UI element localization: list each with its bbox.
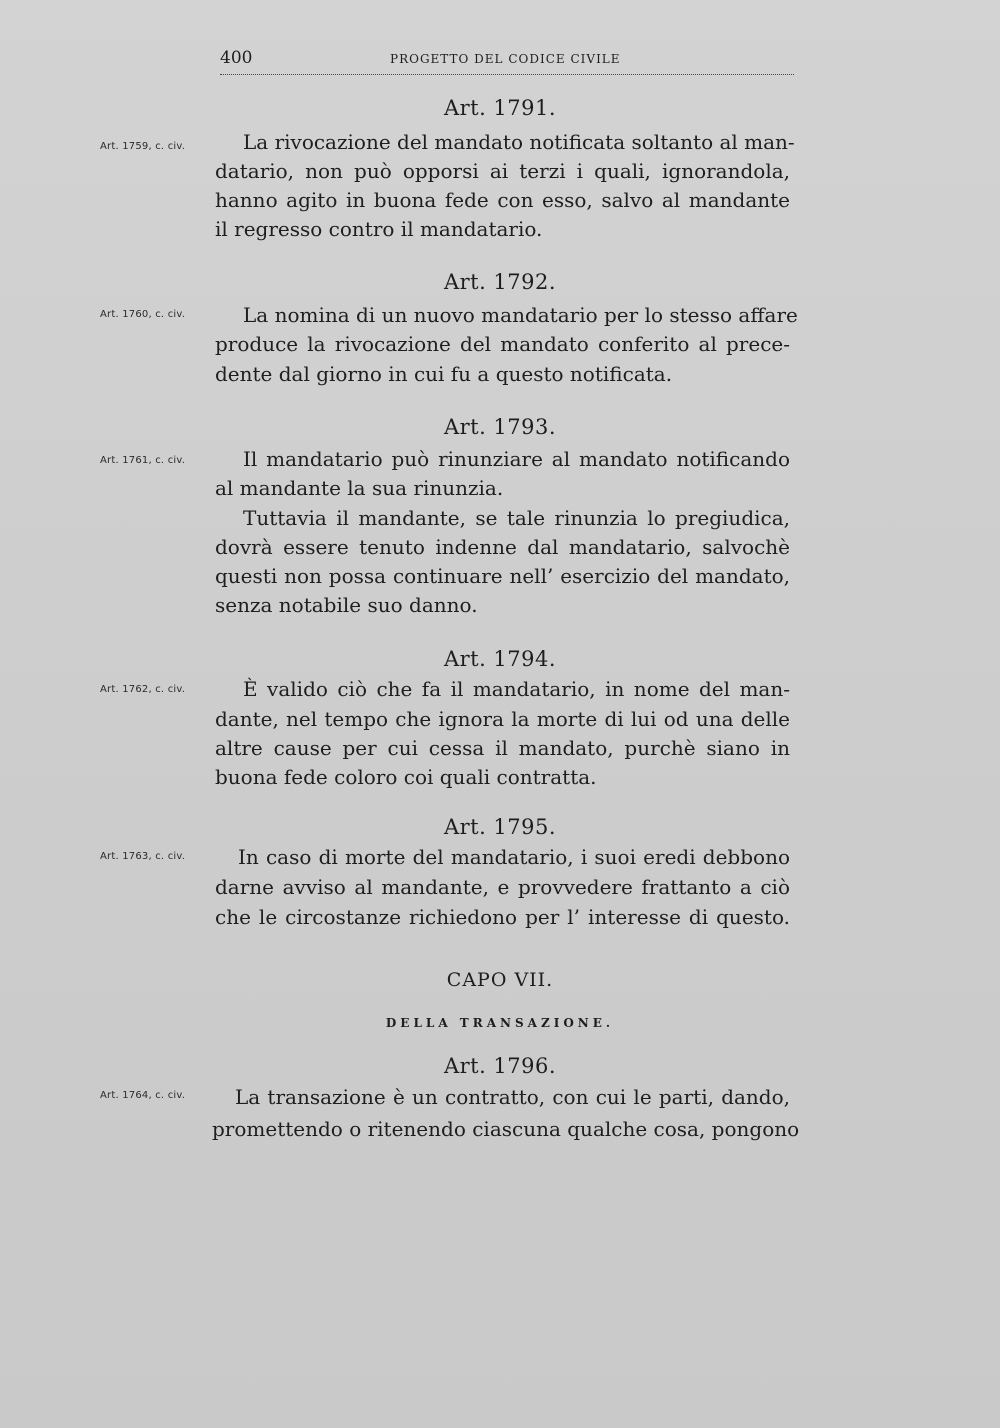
article-text-line: promettendo o ritenendo ciascuna qualche cosa, pongono	[212, 1117, 800, 1141]
article-text-line: dente dal giorno in cui fu a questo notificata.	[215, 362, 673, 386]
cross-reference: Art. 1759, c. civ.	[100, 141, 186, 152]
article-text-line: senza notabile suo danno.	[215, 593, 478, 617]
article-title: Art. 1791.	[443, 96, 557, 120]
article-text-line: dovrà essere tenuto indenne dal mandatario, salvochè	[215, 535, 790, 559]
chapter-title: CAPO VII.	[446, 969, 554, 991]
running-title: PROGETTO DEL CODICE CIVILE	[390, 52, 621, 66]
article-text-line: È valido ciò che fa il mandatario, in nome del man-	[243, 677, 790, 701]
article-text-line: il regresso contro il mandatario.	[215, 217, 543, 241]
article-text-line: dante, nel tempo che ignora la morte di lui od una delle	[215, 707, 790, 731]
article-text-line: darne avviso al mandante, e provvedere frattanto a ciò	[215, 875, 790, 899]
article-title: Art. 1795.	[443, 815, 557, 839]
article-title: Art. 1792.	[443, 270, 557, 294]
chapter-subtitle: DELLA TRANSAZIONE.	[385, 1016, 615, 1030]
cross-reference: Art. 1763, c. civ.	[100, 851, 186, 862]
article-text-line: Il mandatario può rinunziare al mandato notificando	[243, 447, 790, 471]
article-text-line: hanno agito in buona fede con esso, salvo al mandante	[215, 188, 790, 212]
article-text-line: al mandante la sua rinunzia.	[215, 476, 504, 500]
article-text-line: buona fede coloro coi quali contratta.	[215, 765, 597, 789]
article-text-line: La nomina di un nuovo mandatario per lo stesso affare	[243, 303, 798, 327]
article-text-line: La rivocazione del mandato notificata soltanto al man-	[243, 130, 795, 154]
article-text-line: La transazione è un contratto, con cui le parti, dando,	[235, 1085, 790, 1109]
article-text-line: datario, non può opporsi ai terzi i quali, ignorandola,	[215, 159, 790, 183]
cross-reference: Art. 1762, c. civ.	[100, 684, 186, 695]
article-text-line: In caso di morte del mandatario, i suoi eredi debbono	[238, 845, 790, 869]
cross-reference: Art. 1764, c. civ.	[100, 1090, 186, 1101]
article-text-line: altre cause per cui cessa il mandato, purchè siano in	[215, 736, 790, 760]
article-text-line: questi non possa continuare nell’ esercizio del mandato,	[215, 564, 790, 588]
article-text-line: Tuttavia il mandante, se tale rinunzia lo pregiudica,	[243, 506, 790, 530]
article-text-line: produce la rivocazione del mandato conferito al prece-	[215, 332, 790, 356]
article-title: Art. 1796.	[443, 1054, 557, 1078]
cross-reference: Art. 1761, c. civ.	[100, 455, 186, 466]
article-title: Art. 1794.	[443, 647, 557, 671]
page-number: 400	[220, 48, 253, 68]
cross-reference: Art. 1760, c. civ.	[100, 309, 186, 320]
article-title: Art. 1793.	[443, 415, 557, 439]
article-text-line: che le circostanze richiedono per l’ interesse di questo.	[215, 905, 790, 929]
